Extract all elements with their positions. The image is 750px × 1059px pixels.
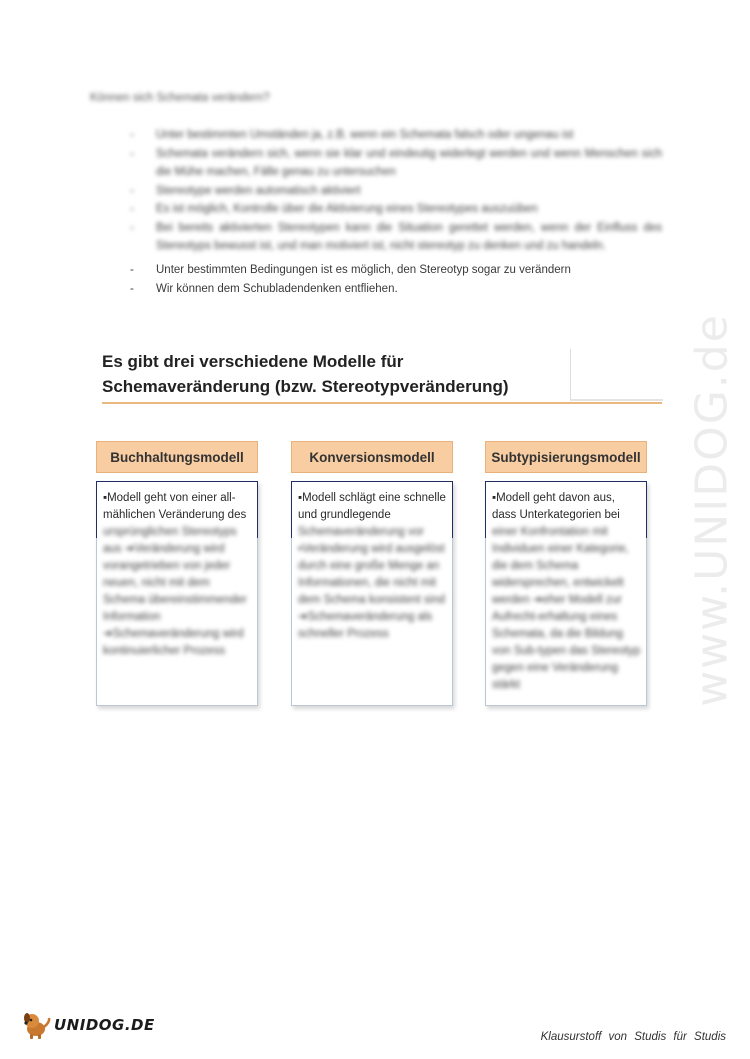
watermark: www.UNIDOG.de: [686, 313, 738, 707]
list-item: [130, 280, 662, 299]
bullet-text: Wir können dem Schubladendenken entfliehen.: [156, 282, 398, 295]
model-description-blurred: Schemaveränderung vor ▪Veränderung wird ausgelöst durch eine große Menge an Informationen, die nicht mit dem Schema konsistent sind ➔Schemaveränderung als schneller Prozess: [298, 526, 446, 640]
model-column-subtypisierung: [485, 441, 647, 706]
bullet-text: Es ist möglich, Kontrolle über die Aktivierung eines Stereotypes auszuüben: [156, 203, 538, 215]
bullet-dash: -: [130, 221, 134, 234]
bullet-dash: -: [130, 129, 134, 141]
bullet-text: Stereotype werden automatisch aktiviert: [156, 184, 361, 197]
footer-tagline: Klausurstoff von Studis für Studis: [540, 1031, 726, 1043]
model-description-blurred: ursprünglichen Stereotyps aus ➔Veränderung wird vorangetrieben von jeder neuen, nicht mit dem Schema übereinstimmender Information ➔Schemaveränderung wird kontinuierlicher Prozess: [103, 526, 247, 657]
bullet-dash: -: [130, 282, 134, 295]
list-item: [130, 219, 662, 256]
model-description-box: [96, 481, 258, 706]
list-item: [130, 200, 662, 219]
dog-mascot-icon: [22, 1010, 52, 1040]
logo-text: UNIDOG.DE: [54, 1016, 155, 1034]
model-header: Subtypisierungsmodell: [485, 441, 647, 473]
slide-divider: [102, 402, 662, 404]
section-question: Können sich Schemata verändern?: [90, 92, 270, 104]
blurred-bullet-list: [130, 126, 662, 256]
slide-title: Es gibt drei verschiedene Modelle für Schemaveränderung (bzw. Stereotypveränderung): [102, 352, 509, 396]
slide-corner-decoration: [570, 349, 663, 401]
bullet-text: Schemata verändern sich, wenn sie klar und eindeutig widerlegt werden und wenn Menschen sich die Mühe machen, Fälle genau zu untersuchen: [156, 147, 662, 178]
bullet-text: Unter bestimmten Umständen ja, z.B. wenn ein Schemata falsch oder ungenau ist: [156, 129, 574, 141]
model-description-blurred: einer Konfrontation mit Individuen einer Kategorie, die dem Schema widersprechen, entwickelt werden ➔eher Modell zur Aufrecht-erhaltung eines Schemata, da die Bildung von Sub-typen das Stereotyp gegen eine Veränderung stärkt: [492, 526, 641, 691]
bullet-text: Unter bestimmten Bedingungen ist es möglich, den Stereotyp sogar zu verändern: [156, 264, 571, 276]
model-description-clear: ▪Modell geht davon aus, dass Unterkategorien bei: [492, 492, 620, 521]
bullet-dash: -: [130, 264, 134, 276]
model-description-clear: ▪Modell schlägt eine schnelle und grundlegende: [298, 492, 446, 521]
model-description-box: [485, 481, 647, 706]
model-column-konversion: [291, 441, 453, 706]
bullet-text: Bei bereits aktivierten Stereotypen kann die Situation gerettet werden, wenn der Einfluss des Stereotyps bewusst ist, und man motiviert ist, nicht stereotyp zu denken und zu handeln.: [156, 221, 662, 252]
model-slide: [88, 343, 666, 723]
unidog-logo: [22, 1010, 155, 1040]
model-description-clear: ▪Modell geht von einer all-mählichen Veränderung des: [103, 492, 247, 521]
model-description-box: [291, 481, 453, 706]
model-header: Konversionsmodell: [291, 441, 453, 473]
clear-bullet-list: [130, 261, 662, 298]
model-header: Buchhaltungsmodell: [96, 441, 258, 473]
list-item: [130, 145, 662, 182]
bullet-dash: -: [130, 203, 134, 215]
list-item: [130, 126, 662, 145]
bullet-dash: -: [130, 184, 134, 197]
model-column-buchhaltung: [96, 441, 258, 706]
bullet-dash: -: [130, 147, 134, 160]
list-item: [130, 182, 662, 201]
list-item: [130, 261, 662, 280]
